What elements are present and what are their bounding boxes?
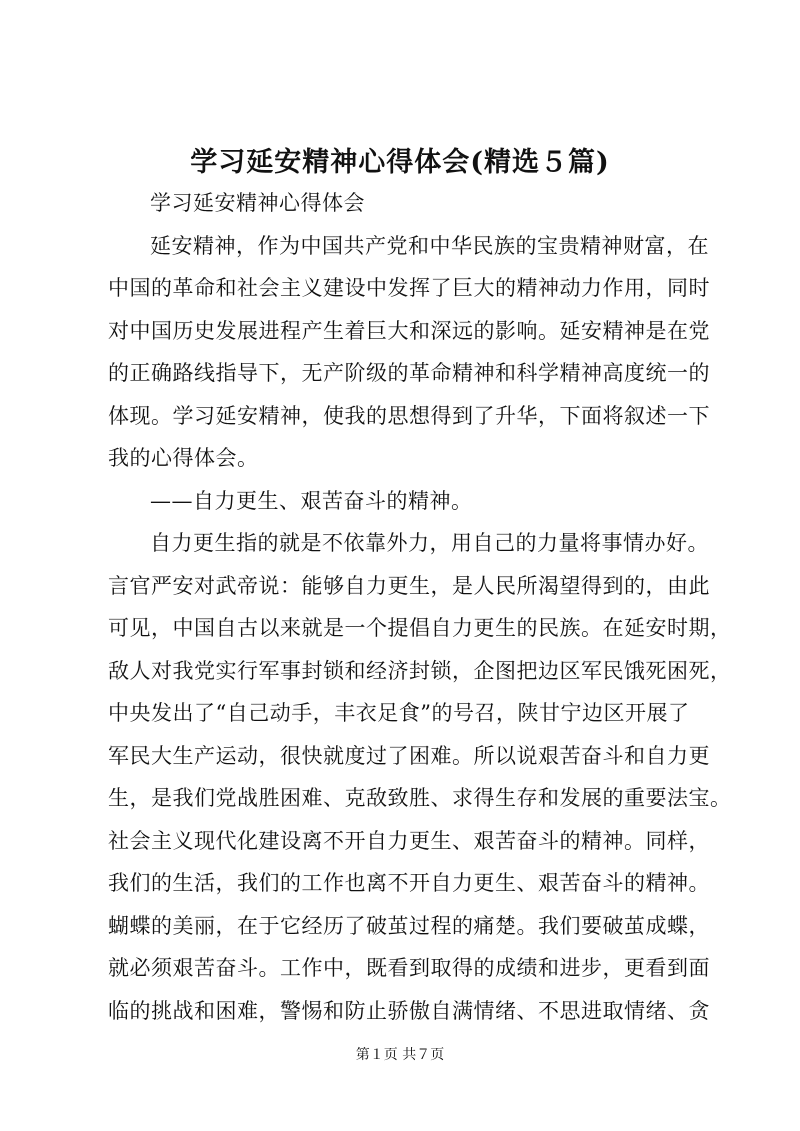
paragraph-line: 延安精神，作为中国共产党和中华民族的宝贵精神财富，在 (150, 233, 709, 258)
paragraph-line: 我们的生活，我们的工作也离不开自力更生、艰苦奋斗的精神。 (108, 871, 710, 895)
paragraph-line: 就必须艰苦奋斗。工作中，既看到取得的成绩和进步，更看到面 (108, 956, 710, 980)
paragraph-line: 临的挑战和困难，警惕和防止骄傲自满情绪、不思进取情绪、贪 (108, 998, 710, 1023)
subsection-heading: ——自力更生、艰苦奋斗的精神。 (150, 488, 473, 513)
paragraph-line: 体现。学习延安精神，使我的思想得到了升华，下面将叙述一下 (108, 403, 710, 428)
paragraph-line: 中央发出了“自己动手，丰衣足食”的号召，陕甘宁边区开展了 (108, 701, 690, 725)
paragraph-line: 的正确路线指导下，无产阶级的革命精神和科学精神高度统一的 (108, 361, 710, 385)
document-body (108, 182, 732, 1032)
paragraph-line: 生，是我们党战胜困难、克敌致胜、求得生存和发展的重要法宝。 (108, 786, 732, 810)
paragraph-line: 自力更生指的就是不依靠外力，用自己的力量将事情办好。 (150, 531, 709, 555)
paragraph-line: 我的心得体会。 (108, 446, 259, 470)
paragraph-line: 社会主义现代化建设离不开自力更生、艰苦奋斗的精神。同样， (108, 828, 710, 853)
paragraph-line: 蝴蝶的美丽，在于它经历了破茧过程的痛楚。我们要破茧成蝶， (108, 913, 710, 938)
paragraph-line: 可见，中国自古以来就是一个提倡自力更生的民族。在延安时期， (108, 616, 732, 640)
paragraph-line: 敌人对我党实行军事封锁和经济封锁，企图把边区军民饿死困死， (108, 658, 732, 683)
paragraph-line: 对中国历史发展进程产生着巨大和深远的影响。延安精神是在党 (108, 318, 710, 343)
paragraph-line: 军民大生产运动，很快就度过了困难。所以说艰苦奋斗和自力更 (108, 743, 710, 768)
paragraph-line: 言官严安对武帝说：能够自力更生，是人民所渴望得到的，由此 (108, 573, 710, 598)
section-heading: 学习延安精神心得体会 (150, 191, 365, 215)
paragraph-line: 中国的革命和社会主义建设中发挥了巨大的精神动力作用，同时 (108, 276, 710, 300)
page-number-footer: 第１页 共７页 (355, 1047, 445, 1063)
document-title: 学习延安精神心得体会(精选５篇) (190, 147, 610, 178)
